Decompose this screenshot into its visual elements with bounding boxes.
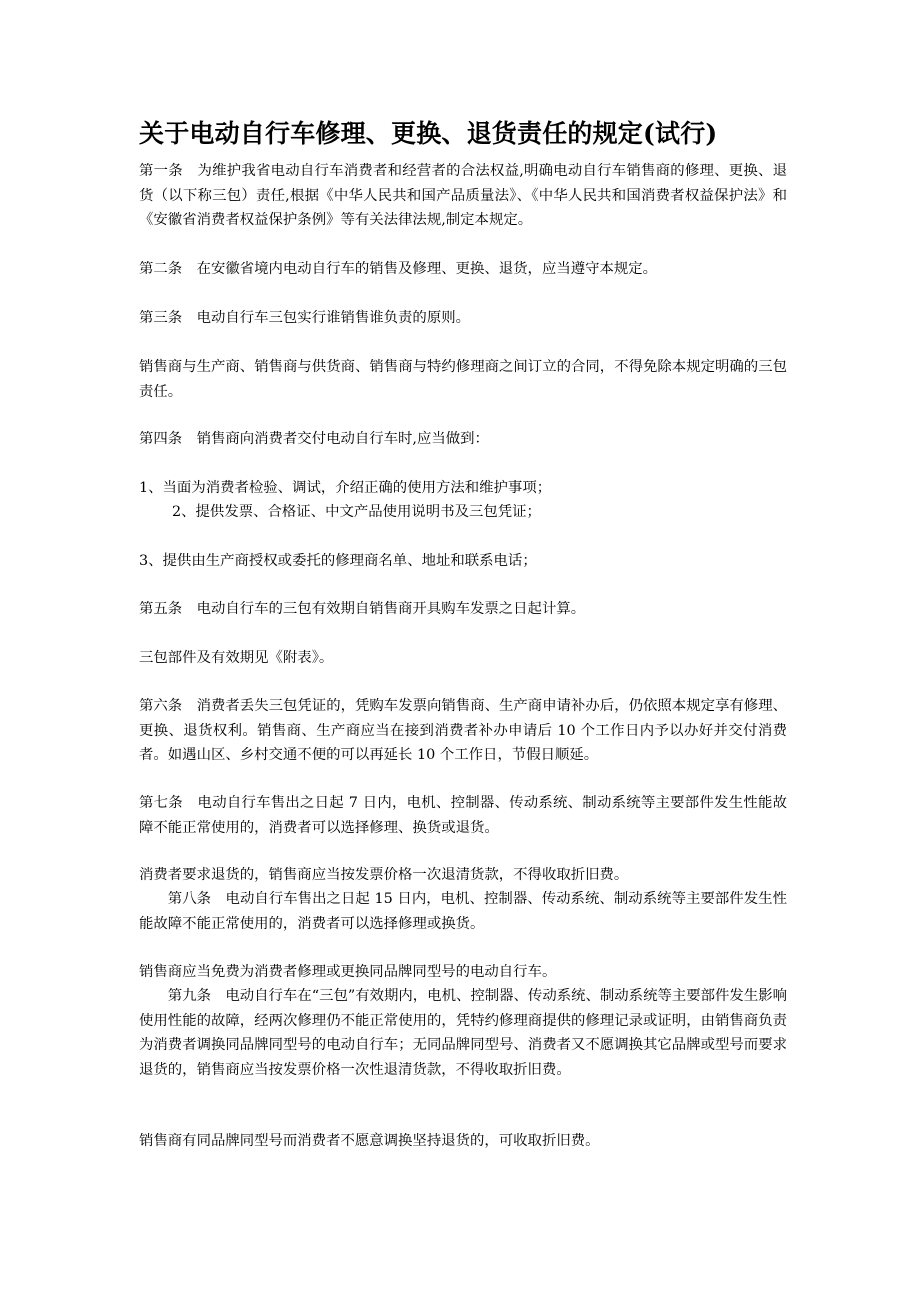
article-5: 第五条 电动自行车的三包有效期自销售商开具购车发票之日起计算。 (139, 601, 586, 617)
document-title: 关于电动自行车修理、更换、退货责任的规定(试行) (139, 119, 718, 148)
article-3: 第三条 电动自行车三包实行谁销售谁负责的原则。 (139, 310, 470, 326)
article-7: 第七条 电动自行车售出之日起 7 日内，电机、控制器、传动系统、制动系统等主要部件发生性能故障不能正常使用的，消费者可以选择修理、换货或退货。 (139, 795, 787, 836)
article-1: 第一条 为维护我省电动自行车消费者和经营者的合法权益,明确电动自行车销售商的修理、更换、退货（以下称三包）责任,根据《中华人民共和国产品质量法》、《中华人民共和国消费者权益保护法》和《安徽省消费者权益保护条例》等有关法律法规,制定本规定。 (139, 163, 787, 228)
article-9-paragraph: 销售商有同品牌同型号而消费者不愿意调换坚持退货的，可收取折旧费。 (139, 1133, 600, 1149)
article-5-paragraph: 三包部件及有效期见《附表》。 (139, 650, 334, 666)
article-4-item-3: 3、提供由生产商授权或委托的修理商名单、地址和联系电话； (139, 553, 537, 569)
article-8-paragraph: 销售商应当免费为消费者修理或更换同品牌同型号的电动自行车。 (139, 964, 557, 980)
article-4-item-1: 1、当面为消费者检验、调试，介绍正确的使用方法和维护事项； (139, 480, 552, 496)
article-6: 第六条 消费者丢失三包凭证的，凭购车发票向销售商、生产商申请补办后，仍依照本规定享有修理、更换、退货权利。销售商、生产商应当在接到消费者补办申请后 10 个工作日内予以办好并交付消费者。如遇山区、乡村交通不便的可以再延长 10 个工作日，节假日顺延。 (139, 698, 787, 763)
article-2: 第二条 在安徽省境内电动自行车的销售及修理、更换、退货，应当遵守本规定。 (139, 261, 658, 277)
article-3-paragraph: 销售商与生产商、销售商与供货商、销售商与特约修理商之间订立的合同，不得免除本规定明确的三包责任。 (139, 359, 787, 400)
article-9: 第九条 电动自行车在“三包”有效期内，电机、控制器、传动系统、制动系统等主要部件发生影响使用性能的故障，经两次修理仍不能正常使用的，凭特约修理商提供的修理记录或证明，由销售商负责为消费者调换同品牌同型号的电动自行车；无同品牌同型号、消费者又不愿调换其它品牌或型号而要求退货的，销售商应当按发票价格一次性退清货款，不得收取折旧费。 (139, 988, 787, 1078)
article-7-paragraph: 消费者要求退货的，销售商应当按发票价格一次退清货款，不得收取折旧费。 (139, 867, 629, 883)
article-4-item-2: 2、提供发票、合格证、中文产品使用说明书及三包凭证； (172, 504, 541, 520)
article-8: 第八条 电动自行车售出之日起 15 日内，电机、控制器、传动系统、制动系统等主要部件发生性能故障不能正常使用的，消费者可以选择修理或换货。 (139, 891, 787, 932)
article-4: 第四条 销售商向消费者交付电动自行车时,应当做到： (139, 431, 489, 447)
